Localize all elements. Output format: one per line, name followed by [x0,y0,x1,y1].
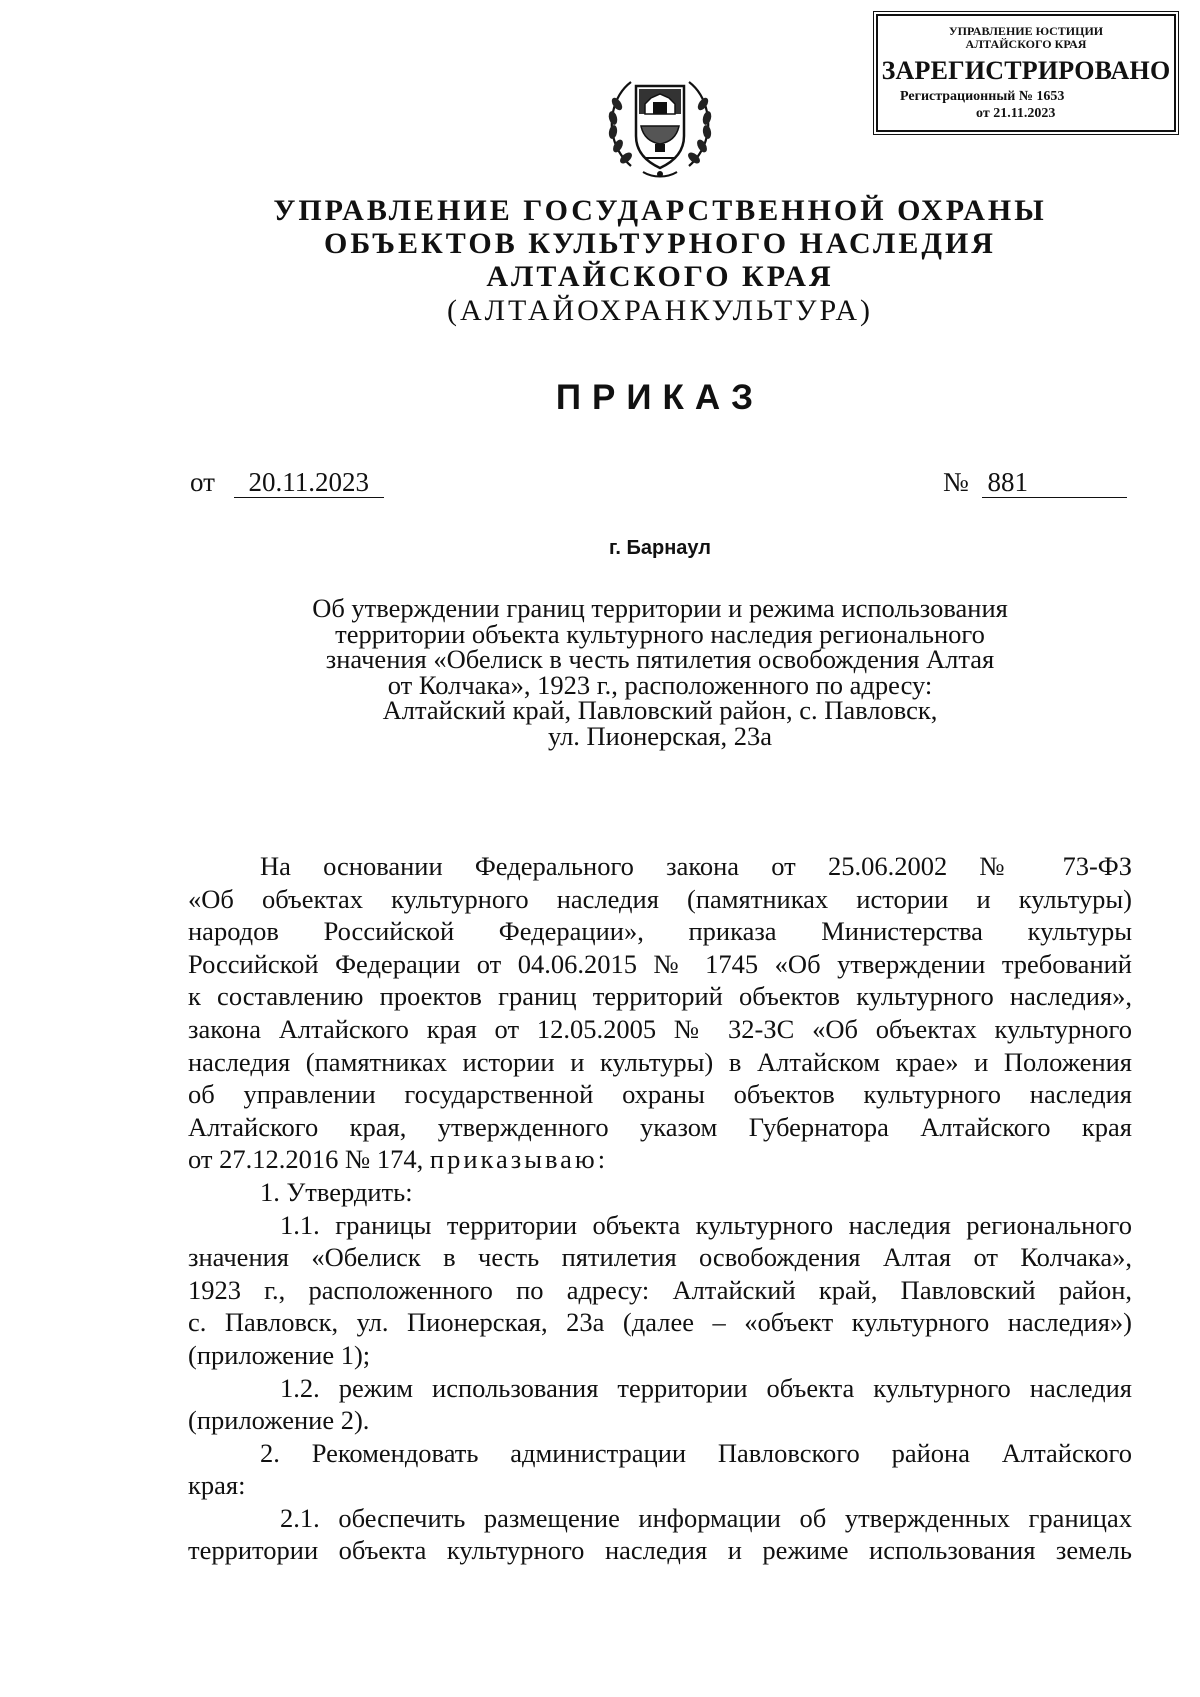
stamp-reg-number: Регистрационный № 1653 [900,89,1065,104]
stamp-reg-date: от 21.11.2023 [976,106,1056,121]
subject-line: от Колчака», 1923 г., расположенного по адресу: [387,669,933,700]
document-city: г. Барнаул [609,537,711,559]
stamp-authority-line1: УПРАВЛЕНИЕ ЮСТИЦИИ [948,24,1104,38]
subject-line: значения «Обелиск в честь пятилетия освобождения Алтая [325,644,995,674]
body-line: наследия (памятниках истории и культуры) в Алтайском крае» и Положения [188,1046,1132,1077]
stamp-authority-line2: АЛТАЙСКОГО КРАЯ [965,37,1087,51]
body-line: к составлению проектов границ территорий объектов культурного наследия», [188,981,1132,1012]
org-name-line3: АЛТАЙСКОГО КРАЯ [486,260,834,293]
subject-line: Об утверждении границ территории и режима использования [312,593,1008,623]
document-date: 20.11.2023 [234,467,384,498]
item-2-line: 2. Рекомендовать администрации Павловского района Алтайского [260,1437,1132,1468]
item-1-1-line: 1923 г., расположенного по адресу: Алтайский край, Павловский район, [188,1274,1132,1305]
item-1-1-line: значения «Обелиск в честь пятилетия освобождения Алтая от Колчака», [188,1242,1132,1273]
item-1-1-last: (приложение 1); [188,1339,371,1370]
number-block [943,467,1127,498]
stamp-status: ЗАРЕГИСТРИРОВАНО [881,56,1171,85]
basis-text: от 27.12.2016 № 174, [188,1144,424,1175]
subject-line: территории объекта культурного наследия регионального [335,618,985,649]
date-prefix: от [190,467,215,497]
body-line: об управлении государственной охраны объектов культурного наследия [188,1079,1132,1110]
body-line: закона Алтайского края от 12.05.2005 № 32-ЗС «Об объектах культурного [188,1013,1132,1044]
org-name-line2: ОБЪЕКТОВ КУЛЬТУРНОГО НАСЛЕДИЯ [324,227,996,260]
item-2-last: края: [188,1470,246,1501]
subject-line: Алтайский край, Павловский район, с. Павловск, [382,695,938,725]
item-1: 1. Утвердить: [260,1176,413,1207]
document-type-title: ПРИКАЗ [555,378,765,417]
body-line: Российской Федерации от 04.06.2015 № 1745 «Об утверждении требований [188,948,1132,979]
item-2-1-line: территории объекта культурного наследия и режиме использования земель [188,1535,1132,1566]
body-line: На основании Федерального закона от 25.06.2002 № 73-ФЗ [260,851,1132,881]
coat-of-arms-emblem [603,74,717,180]
subject-line: ул. Пионерская, 23а [547,720,773,751]
item-1-1-line: 1.1. границы территории объекта культурного наследия регионального [280,1209,1132,1240]
order-keyword: приказываю: [429,1144,609,1175]
org-short-name: (АЛТАЙОХРАНКУЛЬТУРА) [447,294,873,327]
body-line: народов Российской Федерации», приказа Министерства культуры [188,916,1132,947]
registration-stamp [876,14,1176,132]
org-name-line1: УПРАВЛЕНИЕ ГОСУДАРСТВЕННОЙ ОХРАНЫ [273,194,1047,227]
document-number: 881 [982,467,1127,498]
item-1-2-last: (приложение 2). [188,1405,370,1436]
document-subject [260,593,1060,751]
body-line: «Об объектах культурного наследия (памятниках истории и культуры) [188,883,1132,914]
body-line: Алтайского края, утвержденного указом Губернатора Алтайского края [188,1111,1132,1142]
date-block [190,467,384,498]
number-prefix: № [943,467,969,497]
item-1-2-line: 1.2. режим использования территории объекта культурного наследия [280,1372,1132,1403]
document-body [188,850,1132,1567]
item-1-1-line: с. Павловск, ул. Пионерская, 23а (далее – «объект культурного наследия») [188,1307,1132,1338]
body-line-last [188,1143,1132,1176]
item-2-1-line: 2.1. обеспечить размещение информации об утвержденных границах [280,1502,1132,1533]
